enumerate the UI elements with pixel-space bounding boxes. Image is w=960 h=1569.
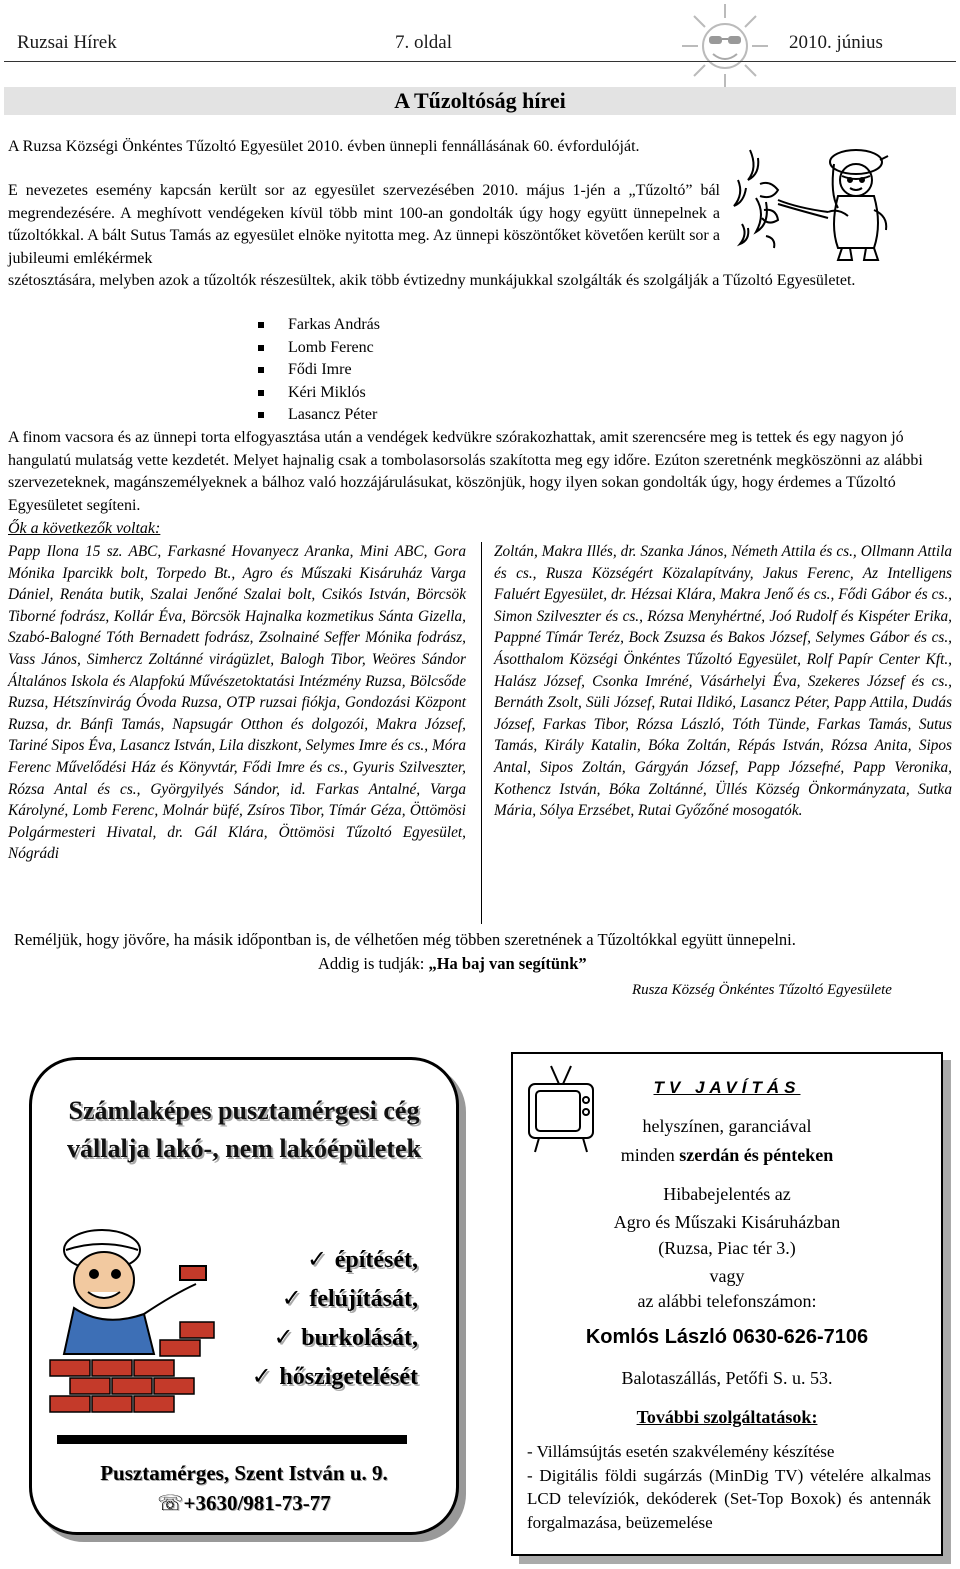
honoree-item: Kéri Miklós	[258, 382, 380, 405]
tv-services-list	[521, 1440, 931, 1534]
tv-line-2	[513, 1141, 941, 1169]
construction-ad-address	[32, 1458, 456, 1518]
page-header	[0, 0, 960, 62]
service-check-item: ✓ felújítását,	[252, 1279, 418, 1318]
service-check-item: ✓ építését,	[252, 1240, 418, 1279]
phone-number: +3630/981-73-77	[183, 1491, 331, 1515]
body-paragraph: A finom vacsora és az ünnepi torta elfogyasztása után a vendégek kedvükre szórakozhattak, amit szerencsére meg is tettek és egy nagyon jó hangulatú mulatság vette kezdetét. Melyet hajnalig csak a tombolasorsolás szakította meg egy időre. Ezúton szeretnénk megköszönni az alábbi szervezeteknek, magánszemélyeknek a bálhoz való hozzájárulásukat, köszönjük, hogy ilyen sokan gondolták úgy, hogy érdemes a Tűzoltó Egyesületet segíteni.	[8, 429, 923, 514]
honoree-item: Lasancz Péter	[258, 404, 380, 427]
construction-ad	[29, 1057, 459, 1535]
address-text: Pusztamérges, Szent István u. 9.	[100, 1461, 388, 1485]
tv-address: Balotaszállás, Petőfi S. u. 53.	[621, 1368, 833, 1388]
header-rule	[4, 61, 956, 62]
newspaper-name: Ruzsai Hírek	[17, 32, 117, 53]
tv-line-6: vagy	[709, 1266, 745, 1286]
tv-service-item: - Villámsújtás esetén szakvélemény készítése	[527, 1442, 835, 1461]
construction-ad-title: Számlaképes pusztamérgesi cég vállalja lakó-, nem lakóépületek	[67, 1096, 421, 1163]
tv-line-1: helyszínen, garanciával	[642, 1116, 812, 1136]
phone-line	[32, 1488, 456, 1518]
honoree-item: Lomb Ferenc	[258, 337, 380, 360]
firefighter-icon	[730, 140, 955, 268]
tv-repair-ad	[511, 1052, 943, 1556]
tv-contact: Komlós László 0630-626-7106	[585, 1326, 869, 1348]
construction-services-list	[252, 1240, 418, 1396]
tv-service-item: - Digitális földi sugárzás (MinDig TV) vételére alkalmas LCD televíziók, dekóderek (Set-Top Boxok) és antennák forgalmazása, beüzemelése	[527, 1465, 931, 1532]
telephone-icon: ☏	[157, 1491, 184, 1515]
tv-line-7: az alábbi telefonszámon:	[637, 1291, 817, 1311]
tv-line-4: Agro és Műszaki Kisáruházban	[613, 1212, 841, 1232]
motto-prefix: Addig is tudják:	[318, 954, 429, 973]
tv-line-2-prefix: minden	[620, 1145, 680, 1165]
intro-paragraph-1: A Ruzsa Községi Önkéntes Tűzoltó Egyesület 2010. évben ünnepli fennállásának 60. évfordulóját.	[8, 138, 640, 155]
tv-line-2-days: szerdán és pénteken	[679, 1145, 834, 1165]
tv-line-3: Hibabejelentés az	[663, 1184, 791, 1204]
sun-logo-icon	[676, 2, 774, 94]
signature: Rusza Község Önkéntes Tűzoltó Egyesülete	[632, 982, 892, 998]
tv-repair-title: TV JAVÍTÁS	[653, 1078, 801, 1097]
ad-divider-bar	[57, 1435, 407, 1444]
honoree-item: Farkas András	[258, 314, 380, 337]
sponsors-left-column: Papp Ilona 15 sz. ABC, Farkasné Hovanyecz Aranka, Mini ABC, Gora Mónika Iparcikk bolt, Torpedo Bt., Agro és Műszaki Kisáruház Varga Dániel, Renáta butik, Szalai Jenőné Szalai bolt, Csikós István, Börcsök Tiborné fodrász, Kollár Éva, Börcsök Hajnalka kozmetikus Sánta Gizella, Szabó-Balogné Tóth Bernadett fodrász, Zsolnainé Seffer Mónika fodrász, Vass János, Simhercz Zoltánné virágüzlet, Balogh Tibor, Weöres Sándor Általános Iskola és Alapfokú Művészetoktatási Intézmény Ruzsa, Bölcsőde Ruzsa, Hétszínvirág Óvoda Ruzsa, OTP ruzsai fiókja, Gondozási Központ Ruzsa, dr. Bánfi Tamás, Napsugár Otthon és dolgozói, Makra József, Tariné Sipos Éva, Lasancz István, Lila diszkont, Selymes Imre és cs., Móra Ferenc Művelődési Ház és Könyvtár, Fődi Imre és cs., Gyuris Szilveszter, Rózsa Antal és cs., Györgyilyés Sándor, id. Farkas Antalné, Varga Károlyné, Lomb Ferenc, Molnár büfé, Zsíros Tibor, Tímár Géza, Öttömösi Polgármesteri Hivatal, dr. Gál Klára, Öttömösi Tűzoltó Egyesület, Nógrádi	[8, 543, 466, 863]
honoree-item: Fődi Imre	[258, 359, 380, 382]
tv-line-5: (Ruzsa, Piac tér 3.)	[658, 1238, 796, 1258]
page-number: 7. oldal	[395, 32, 452, 53]
honoree-list	[258, 314, 380, 427]
bricklayer-icon	[40, 1210, 230, 1425]
sponsors-heading: Ők a következők voltak:	[8, 520, 161, 537]
service-check-item: ✓ hőszigetelését	[252, 1357, 418, 1396]
section-title-bar	[4, 87, 956, 115]
intro-paragraph-2: E nevezetes esemény kapcsán került sor az egyesület szervezésében 2010. május 1-jén a „Tűzoltó” bál megrendezésére. A meghívott vendégeken kívül több mint 100-an gondolták úgy hogy együtt ünnepelnek a tűzoltókkal. A bált Sutus Tamás az egyesület elnöke nyitotta meg. Az ünnepi köszöntőket követően került sor a jubileumi emlékérmek	[8, 182, 720, 267]
issue-date: 2010. június	[789, 32, 883, 53]
column-divider	[481, 542, 482, 924]
intro-paragraph-3: szétosztására, melyben azok a tűzoltók részesültek, akik több évtizedny munkájukkal szolgálták és szolgálják a Tűzoltó Egyesületet.	[8, 272, 856, 289]
closing-line: Reméljük, hogy jövőre, ha másik időpontban is, de vélhetően még többen szeretnének a Tűzoltókkal együtt ünnepelni.	[14, 930, 796, 949]
service-check-item: ✓ burkolását,	[252, 1318, 418, 1357]
tv-services-heading: További szolgáltatások:	[636, 1407, 818, 1427]
motto: „Ha baj van segítünk”	[428, 954, 587, 973]
section-title: A Tűzoltóság hírei	[394, 88, 566, 113]
sponsors-right-column: Zoltán, Makra Illés, dr. Szanka János, Németh Attila és cs., Ollmann Attila és cs., Rusza Községért Közalapítvány, Jakus Ferenc, Az Intelligens Faluért Egyesület, dr. Hézsai Klára, Makra Jenő és cs., Fődi Gábor és cs., Simon Szilveszter és cs., Rózsa Menyhértné, Joó Rudolf és Kispéter Erika, Pappné Tímár Teréz, Bock Zsuzsa és Bakos József, Selymes Gábor és cs., Ásotthalom Községi Önkéntes Tűzoltó Egyesület, Rolf Papír Center Kft., Halász József, Csonka Imréné, Vásárhelyi Éva, Szekeres József és cs., Bernáth Zsolt, Süli József, Rutai Ildikó, Lasancz Péter, Papp Attila, Dudás József, Farkas Tibor, Rózsa László, Tóth Tünde, Farkas Tamás, Sutus Tamás, Király Katalin, Bóka Zoltán, Répás István, Rózsa Anita, Sipos Antal, Sipos Zoltán, Gárgyán József, Papp Józsefné, Papp Veronika, Kothencz István, Bóka Zoltánné, Üllés Község Önkormányzata, Sutka Mária, Sólya Erzsébet, Rutai Győzőné mosogatók.	[494, 543, 952, 820]
motto-line	[318, 953, 587, 976]
